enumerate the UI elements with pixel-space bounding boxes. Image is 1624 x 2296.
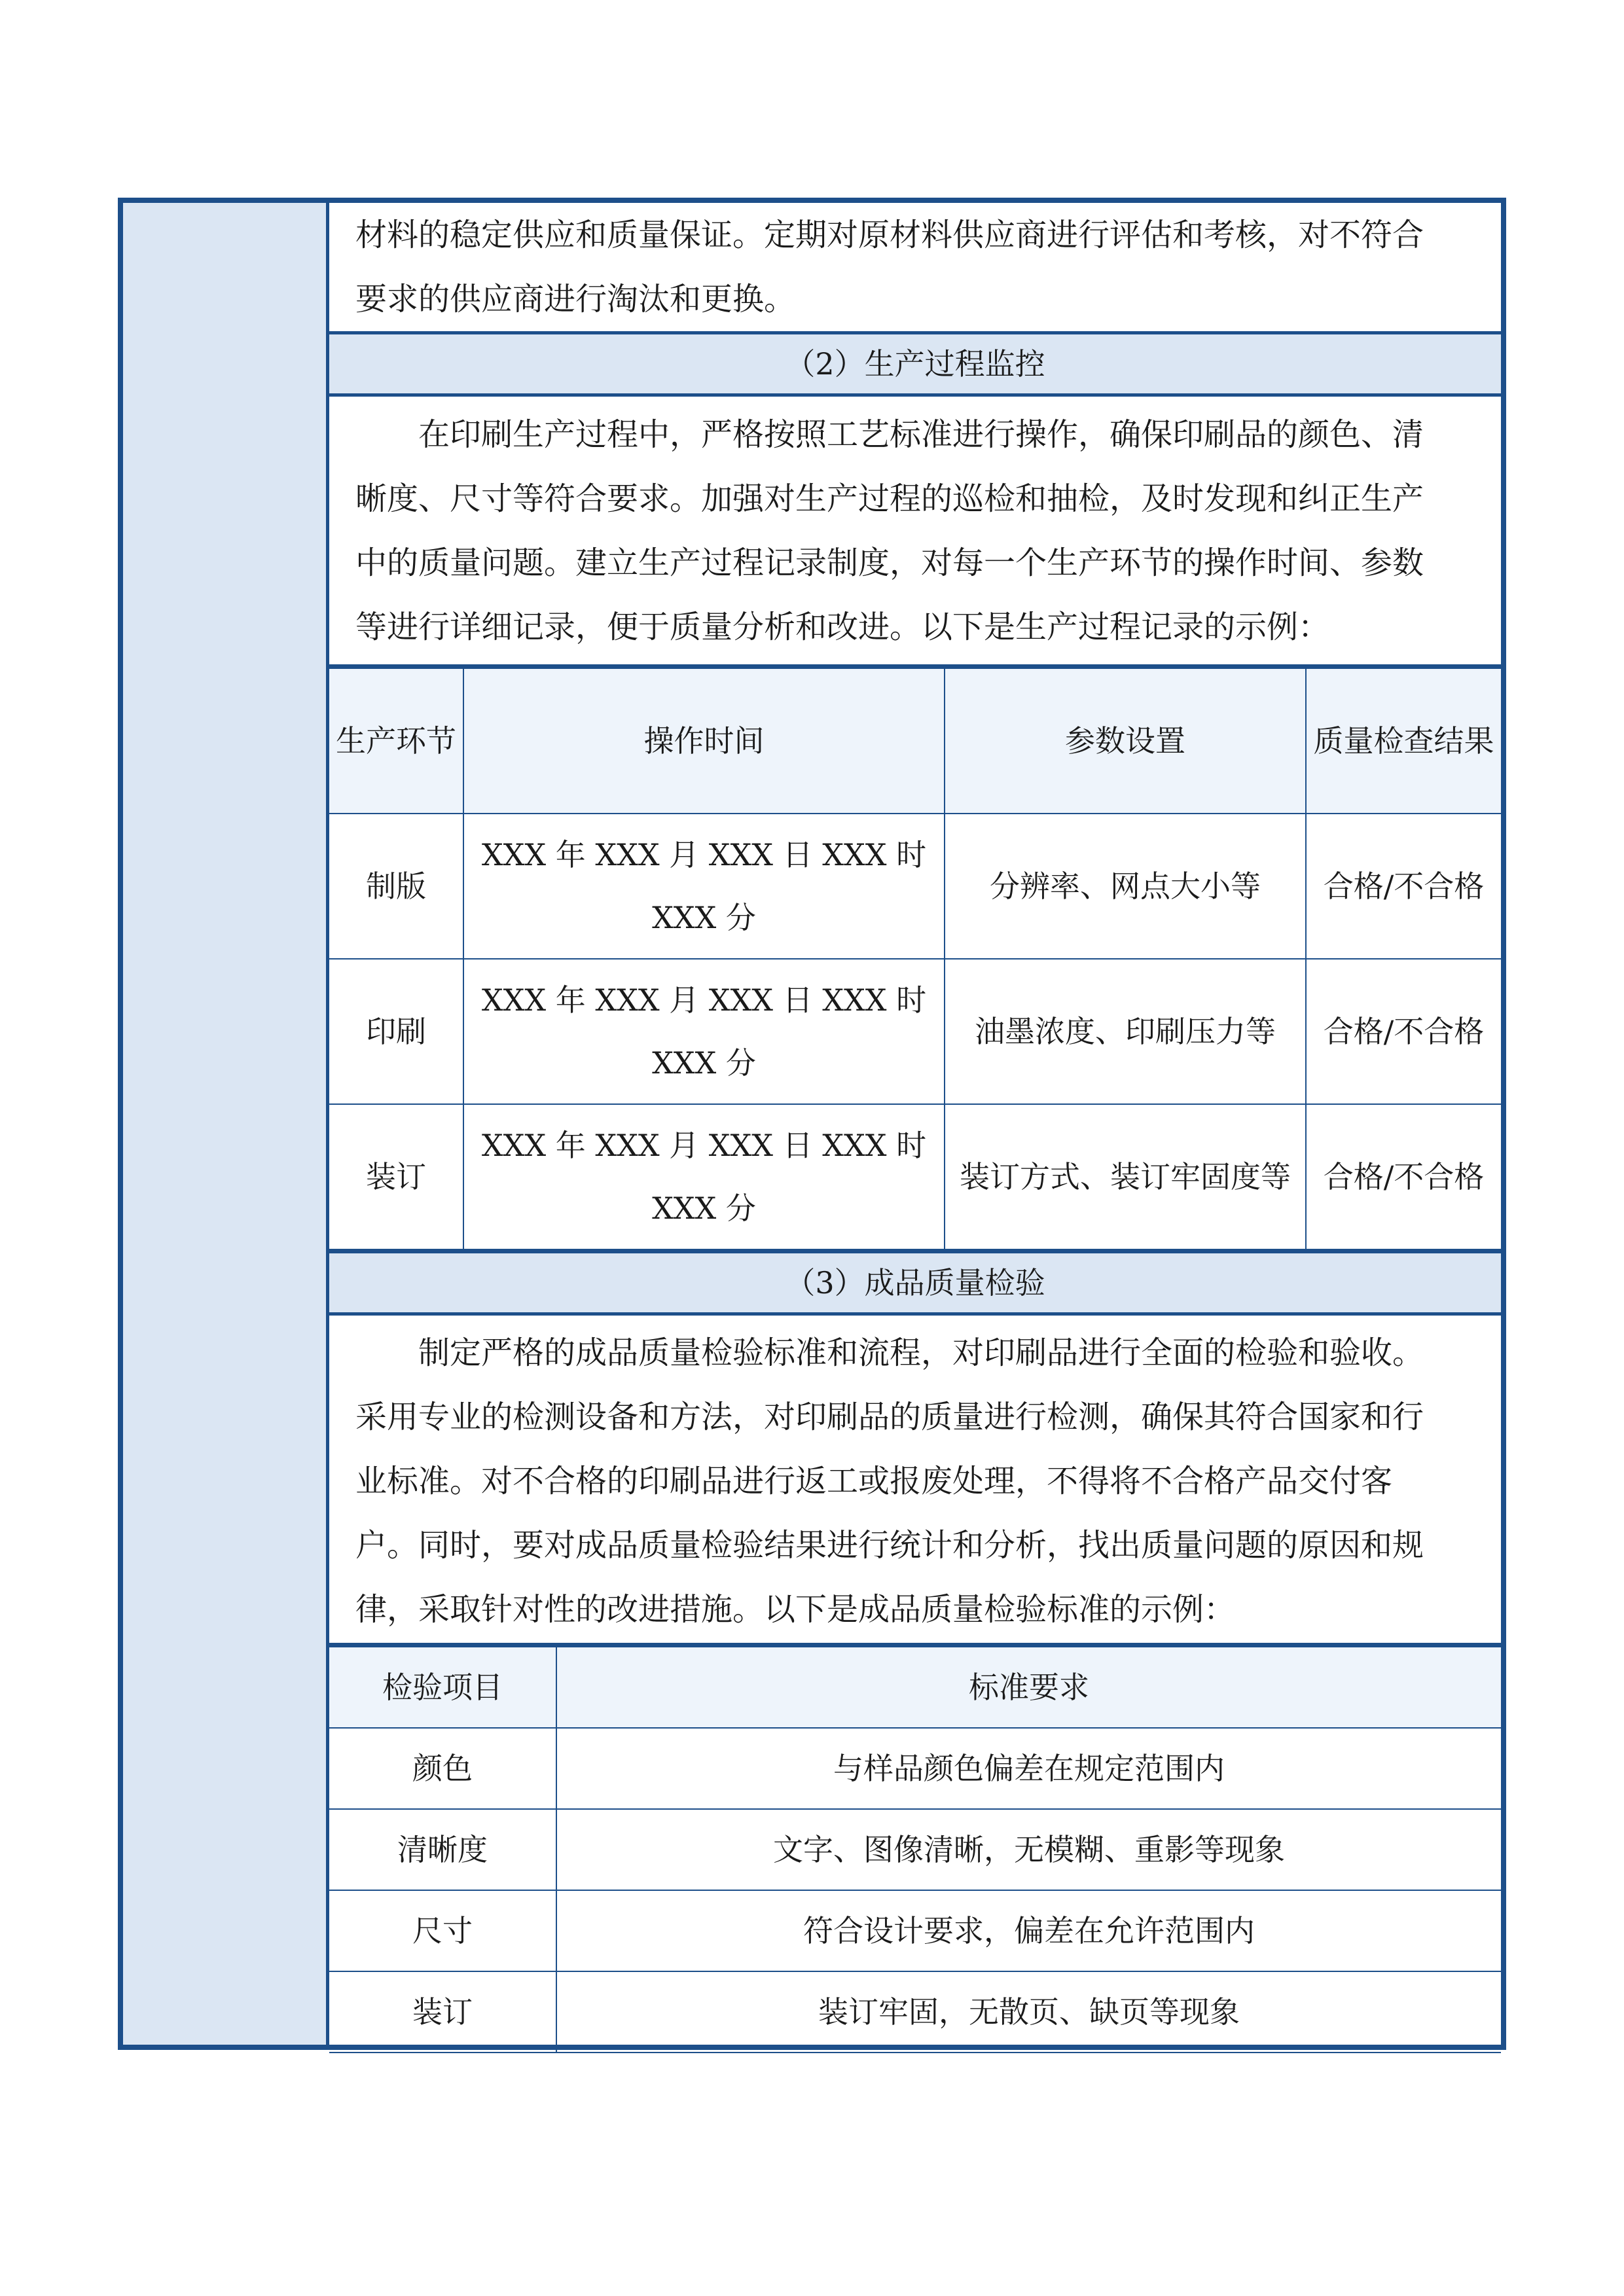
paragraph-line: 等进行详细记录，便于质量分析和改进。以下是生产过程记录的示例：: [355, 609, 1330, 645]
table-cell: 清晰度: [329, 1809, 556, 1890]
header-cell: 检验项目: [329, 1647, 556, 1728]
header-cell: 标准要求: [556, 1647, 1501, 1728]
paragraph-line: 材料的稳定供应和质量保证。定期对原材料供应商进行评估和考核，对不符合: [355, 217, 1424, 253]
table-cell: 油墨浓度、印刷压力等: [945, 959, 1306, 1104]
table-cell: 符合设计要求，偏差在允许范围内: [556, 1890, 1501, 1971]
table-cell: XXX 年 XXX 月 XXX 日 XXX 时 XXX 分: [463, 814, 945, 959]
table-cell: 装订: [329, 1104, 463, 1249]
table-cell: XXX 年 XXX 月 XXX 日 XXX 时 XXX 分: [463, 959, 945, 1104]
table-cell: 装订: [329, 1971, 556, 2053]
paragraph-line: 采用专业的检测设备和方法，对印刷品的质量进行检测，确保其符合国家和行: [355, 1399, 1424, 1435]
table-cell: 与样品颜色偏差在规定范围内: [556, 1728, 1501, 1809]
header-cell: 参数设置: [945, 668, 1306, 814]
section-3-heading: [329, 1250, 1501, 1316]
quality-standard-table: [329, 1646, 1501, 2053]
table-row: [329, 1809, 1501, 1890]
table-cell: 文字、图像清晰，无模糊、重影等现象: [556, 1809, 1501, 1890]
table-row: [329, 959, 1501, 1104]
table-cell: 尺寸: [329, 1890, 556, 1971]
header-cell: 操作时间: [463, 668, 945, 814]
paragraph-line: 户。同时，要对成品质量检验结果进行统计和分析，找出质量问题的原因和规: [355, 1527, 1424, 1564]
paragraph-line: 中的质量问题。建立生产过程记录制度，对每一个生产环节的操作时间、参数: [355, 545, 1424, 581]
document-frame: [118, 198, 1506, 2050]
production-record-table: [329, 668, 1501, 1250]
table-cell: 装订牢固，无散页、缺页等现象: [556, 1971, 1501, 2053]
table-row: [329, 1104, 1501, 1249]
section-2-heading: [329, 331, 1501, 397]
left-sidebar-column: [123, 203, 329, 2045]
content-column: [329, 203, 1501, 2045]
paragraph-line: 律，采取针对性的改进措施。以下是成品质量检验标准的示例：: [355, 1591, 1236, 1628]
table-row: [329, 1728, 1501, 1809]
table-cell: XXX 年 XXX 月 XXX 日 XXX 时 XXX 分: [463, 1104, 945, 1249]
paragraph-line: 要求的供应商进行淘汰和更换。: [355, 281, 796, 317]
table-cell: 合格/不合格: [1306, 814, 1501, 959]
table-cell: 颜色: [329, 1728, 556, 1809]
header-cell: 生产环节: [329, 668, 463, 814]
table-row: [329, 1890, 1501, 1971]
table-cell: 合格/不合格: [1306, 959, 1501, 1104]
table-header-row: [329, 668, 1501, 814]
table-cell: 分辨率、网点大小等: [945, 814, 1306, 959]
header-cell: 质量检查结果: [1306, 668, 1501, 814]
section-2-title: （2）生产过程监控: [785, 346, 1045, 382]
table-row: [329, 814, 1501, 959]
section-3-paragraph: [329, 1321, 1501, 1641]
paragraph-line: 晰度、尺寸等符合要求。加强对生产过程的巡检和抽检，及时发现和纠正生产: [355, 480, 1424, 517]
section-3-title: （3）成品质量检验: [785, 1265, 1045, 1300]
table-row: [329, 1971, 1501, 2053]
intro-paragraph: [329, 203, 1501, 331]
paragraph-line: 业标准。对不合格的印刷品进行返工或报废处理，不得将不合格产品交付客: [355, 1463, 1393, 1499]
table-cell: 装订方式、装订牢固度等: [945, 1104, 1306, 1249]
section-2-paragraph: [329, 403, 1501, 659]
table-cell: 合格/不合格: [1306, 1104, 1501, 1249]
table-cell: 制版: [329, 814, 463, 959]
paragraph-line: 在印刷生产过程中，严格按照工艺标准进行操作，确保印刷品的颜色、清: [418, 416, 1424, 453]
table-header-row: [329, 1647, 1501, 1728]
paragraph-line: 制定严格的成品质量检验标准和流程，对印刷品进行全面的检验和验收。: [418, 1335, 1424, 1371]
table-cell: 印刷: [329, 959, 463, 1104]
